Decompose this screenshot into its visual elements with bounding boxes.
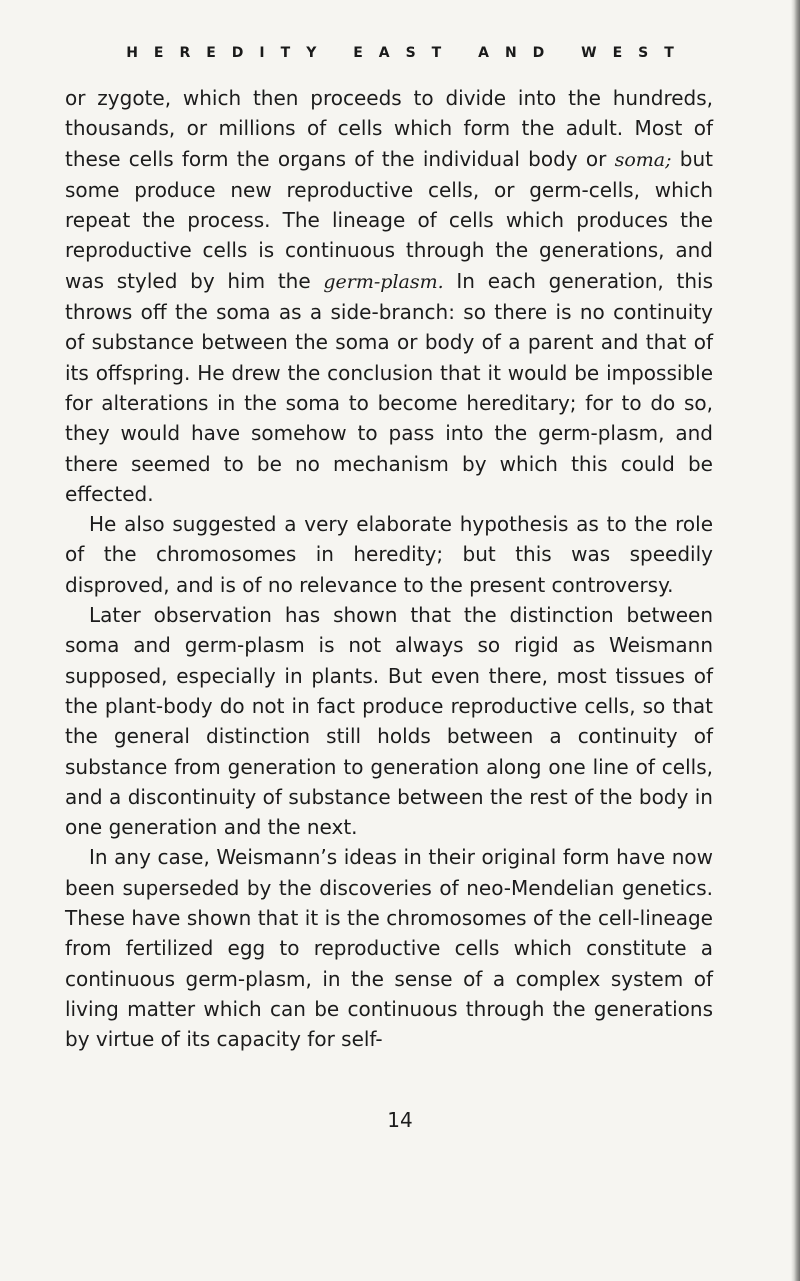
paragraph-2: He also suggested a very elaborate hypothesis as to the role of the chromosomes in heredity; but this was speedily disproved, and is of no relevance to the present controversy.	[65, 512, 713, 597]
p1-text-c: In each generation, this throws off the soma as a side-branch: so there is no continuity of substance between the soma or body of a parent and that of its offspring. He drew the conclusion that it would be impossible for alterations in the soma to become hereditary; for to do so, they would have somehow to pass into the germ-plasm, and there seemed to be no mechanism by which this could be effected.	[65, 268, 714, 506]
paragraph-1	[65, 83, 713, 509]
page-number: 14	[387, 1108, 413, 1132]
body-text	[65, 83, 713, 1055]
running-head: HEREDITY EAST AND WEST	[126, 45, 690, 61]
italic-soma: soma;	[614, 148, 672, 171]
p1-text-a: or zygote, which then proceeds to divide into the hundreds, thousands, or millions of cells which form the adult. Most of these cells form the organs of the individual body or	[65, 86, 713, 171]
paragraph-4: In any case, Weismann’s ideas in their original form have now been superseded by the discoveries of neo-Mendelian genetics. These have shown that it is the chromosomes of the cell-lineage from fertilized egg to reproductive cells which constitute a continuous germ-plasm, in the sense of a complex system of living matter which can be continuous through the generations by virtue of its capacity for self-	[65, 845, 713, 1052]
page-edge-shadow	[791, 0, 800, 1281]
italic-germ-plasm: germ-plasm.	[323, 270, 444, 293]
paragraph-3: Later observation has shown that the distinction between soma and germ-plasm is not always so rigid as Weismann supposed, especially in plants. But even there, most tissues of the plant-body do not in fact produce reproductive cells, so that the general distinction still holds between a continuity of substance from generation to generation along one line of cells, and a discontinuity of substance between the rest of the body in one generation and the next.	[65, 603, 713, 840]
p1-text-b: but some produce new reproductive cells, or germ-cells, which repeat the process. The lineage of cells which produces the reproductive cells is continuous through the generations, and was styled by him the	[65, 146, 713, 293]
